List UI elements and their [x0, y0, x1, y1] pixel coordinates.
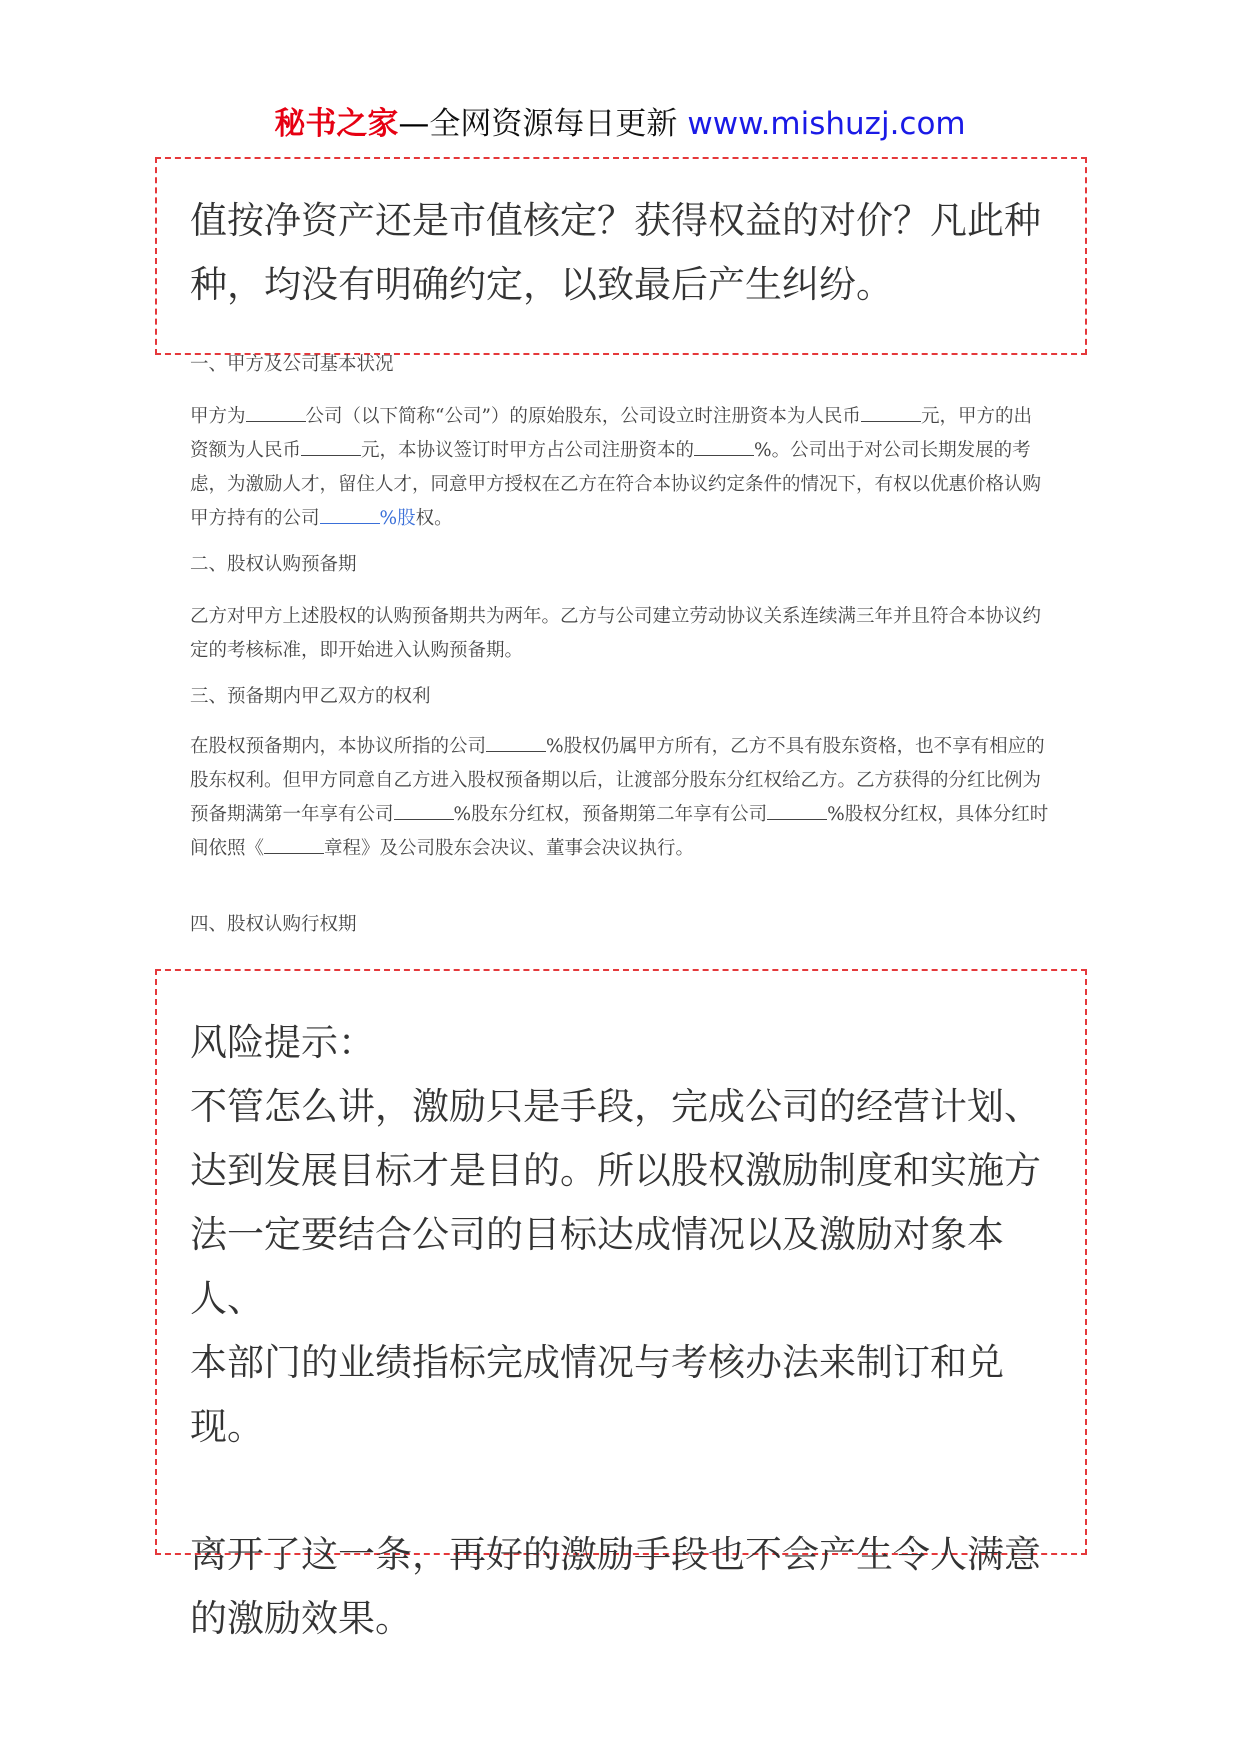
site-url-link[interactable]: www.mishuzj.com [687, 106, 966, 142]
blank-field [246, 403, 306, 422]
blank-field [301, 437, 361, 456]
banner-slogan: 全网资源每日更新 [429, 106, 678, 142]
blank-field [320, 505, 380, 524]
blank-field [694, 437, 754, 456]
brand-name: 秘书之家 [274, 106, 399, 142]
blank-field [861, 403, 921, 422]
section-heading: 一、甲方及公司基本状况 [190, 354, 394, 375]
excerpt-line: 种，均没有明确约定，以致最后产生纠纷。 [190, 263, 893, 306]
section-heading: 二、股权认购预备期 [190, 554, 357, 575]
section-paragraph: 甲方为 公司（以下简称“公司”）的原始股东，公司设立时注册资本为人民币 元，甲方的出资额为人民币 元，本协议签订时甲方占公司注册资本的 %。公司出于对公司长期发展的考虑，为激励人才，留住人才，同意甲方授权在乙方在符合本协议约定条件的情况下，有权以优惠价格认购甲方持有的公司 %股权。 [190, 400, 1050, 536]
blank-field [486, 733, 546, 752]
risk-tip-text [190, 1011, 1065, 1651]
blank-field [264, 835, 324, 854]
risk-tip-line: 达到发展目标才是目的。所以股权激励制度和实施方 [190, 1149, 1041, 1192]
banner-dash: — [398, 106, 430, 142]
excerpt-text [190, 189, 1065, 317]
section-heading: 三、预备期内甲乙双方的权利 [190, 686, 431, 707]
excerpt-box [155, 157, 1087, 355]
risk-tip-title: 风险提示： [190, 1021, 375, 1064]
section-paragraph: 乙方对甲方上述股权的认购预备期共为两年。乙方与公司建立劳动协议关系连续满三年并且符合本协议约定的考核标准，即开始进入认购预备期。 [190, 606, 1042, 661]
blank-field [767, 801, 827, 820]
risk-tip-line: 本部门的业绩指标完成情况与考核办法来制订和兑现。 [190, 1341, 1004, 1448]
section-heading: 四、股权认购行权期 [190, 914, 357, 935]
risk-tip-line: 法一定要结合公司的目标达成情况以及激励对象本人、 [190, 1213, 1004, 1320]
excerpt-line: 值按净资产还是市值核定？获得权益的对价？凡此种 [190, 199, 1041, 242]
risk-tip-line: 不管怎么讲，激励只是手段，完成公司的经营计划、 [190, 1085, 1041, 1128]
section-paragraph: 在股权预备期内，本协议所指的公司 %股权仍属甲方所有，乙方不具有股东资格，也不享有相应的股东权利。但甲方同意自乙方进入股权预备期以后，让渡部分股东分红权给乙方。乙方获得的分红比例为预备期满第一年享有公司 %股东分红权，预备期第二年享有公司 %股权分红权，具体分红时间依照《 章程》及公司股东会决议、董事会决议执行。 [190, 730, 1050, 866]
risk-tip-line: 离开了这一条，再好的激励手段也不会产生令人满意 [190, 1533, 1041, 1576]
blank-field [394, 801, 454, 820]
risk-tip-box [155, 969, 1087, 1640]
highlighted-share: %股 [320, 508, 416, 529]
site-banner [0, 102, 1240, 146]
risk-tip-line: 的激励效果。 [190, 1597, 412, 1640]
